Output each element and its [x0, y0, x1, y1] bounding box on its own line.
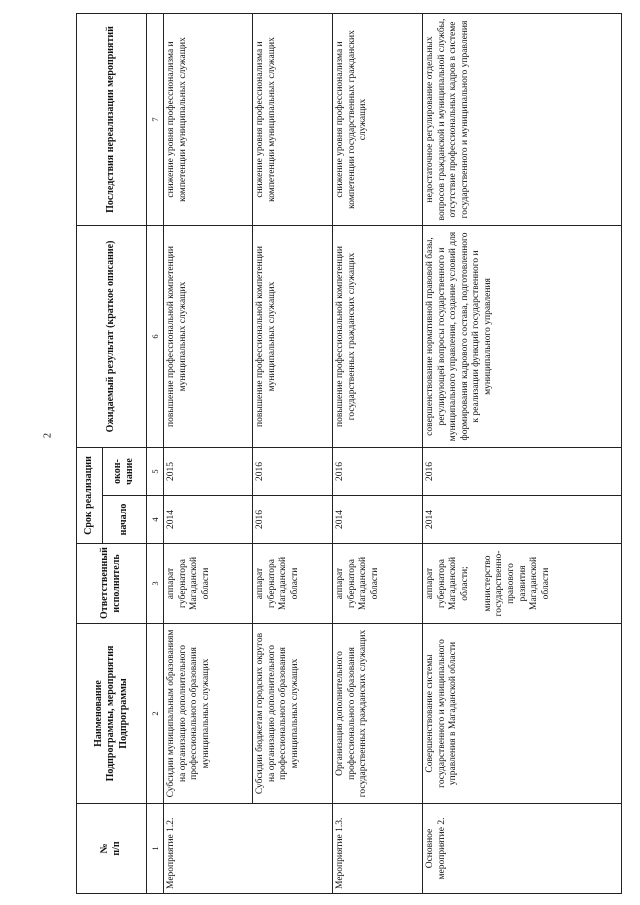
activity-name-cell: Субсидии бюджетам городских округов на организацию дополнительного профессионального образования муниципальных служащих [252, 624, 332, 804]
rotated-table-container [76, 14, 622, 894]
end-year-cell: 2016 [332, 448, 422, 496]
end-year-cell: 2016 [252, 448, 332, 496]
consequences-cell: снижение уровня профессионализма и компетенции муниципальных служащих [163, 14, 252, 226]
start-year-cell: 2016 [252, 496, 332, 544]
activity-name-cell: Совершенствование системы государственного и муниципального управления в Магаданской области [422, 624, 621, 804]
header-result: Ожидаемый результат (краткое описание) [77, 226, 147, 448]
header-num: № п/п [77, 804, 147, 894]
column-number: 1 [146, 804, 163, 894]
column-number: 3 [146, 544, 163, 624]
result-cell: повышение профессиональной компетенции муниципальных служащих [252, 226, 332, 448]
table-row [422, 14, 621, 894]
header-term-end: окон- чание [102, 448, 146, 496]
header-consequences: Последствия нереализации мероприятий [77, 14, 147, 226]
column-number: 2 [146, 624, 163, 804]
start-year-cell: 2014 [422, 496, 621, 544]
table-row [332, 14, 422, 894]
column-number: 5 [146, 448, 163, 496]
table-row [252, 14, 332, 894]
column-numbers-row [146, 14, 163, 894]
column-number: 4 [146, 496, 163, 544]
column-number: 7 [146, 14, 163, 226]
executor-cell: аппарат губернатора Магаданской области [252, 544, 332, 624]
header-name: Наименование Подпрограммы, мероприятия Подпрограммы [77, 624, 147, 804]
header-row [77, 14, 103, 894]
column-number: 6 [146, 226, 163, 448]
page-number: 2 [42, 433, 54, 438]
row-number-cell: Основное мероприятие 2. [422, 804, 621, 894]
consequences-cell: снижение уровня профессионализма и компетенции муниципальных служащих [252, 14, 332, 226]
activity-name-cell: Субсидии муниципальным образованиям на организацию дополнительного профессионального образования муниципальных служащих [163, 624, 252, 804]
start-year-cell: 2014 [163, 496, 252, 544]
end-year-cell: 2015 [163, 448, 252, 496]
executor-cell: аппарат губернатора Магаданской области [332, 544, 422, 624]
result-cell: повышение профессиональной компетенции государственных гражданских служащих [332, 226, 422, 448]
header-term: Срок реализации [77, 448, 103, 544]
table-row [163, 14, 252, 894]
consequences-cell: недостаточное регулирование отдельных вопросов гражданской и муниципальной службы, отсутствие профессиональных кадров в системе государственного и муниципального управления [422, 14, 621, 226]
start-year-cell: 2014 [332, 496, 422, 544]
result-cell: совершенствование нормативной правовой базы, регулирующей вопросы государственного и муниципального управления, создание условий для формирования кадрового состава, подготовленного к реализации функций государственного и муниципального управления [422, 226, 621, 448]
executor-cell: аппарат губернатора Магаданской области [163, 544, 252, 624]
header-executor: Ответственный исполнитель [77, 544, 147, 624]
result-cell: повышение профессиональной компетенции муниципальных служащих [163, 226, 252, 448]
header-term-start: начало [102, 496, 146, 544]
end-year-cell: 2016 [422, 448, 621, 496]
row-number-cell: Мероприятие 1.3. [332, 804, 422, 894]
consequences-cell: снижение уровня профессионализма и компетенции государственных гражданских служащих [332, 14, 422, 226]
row-number-cell: Мероприятие 1.2. [163, 804, 332, 894]
program-activities-table [76, 13, 622, 894]
activity-name-cell: Организация дополнительного профессионального образования государственных гражданских служащих [332, 624, 422, 804]
executor-cell: аппарат губернатора Магаданской области; министерство государственно-правового развития Магаданской области [422, 544, 621, 624]
